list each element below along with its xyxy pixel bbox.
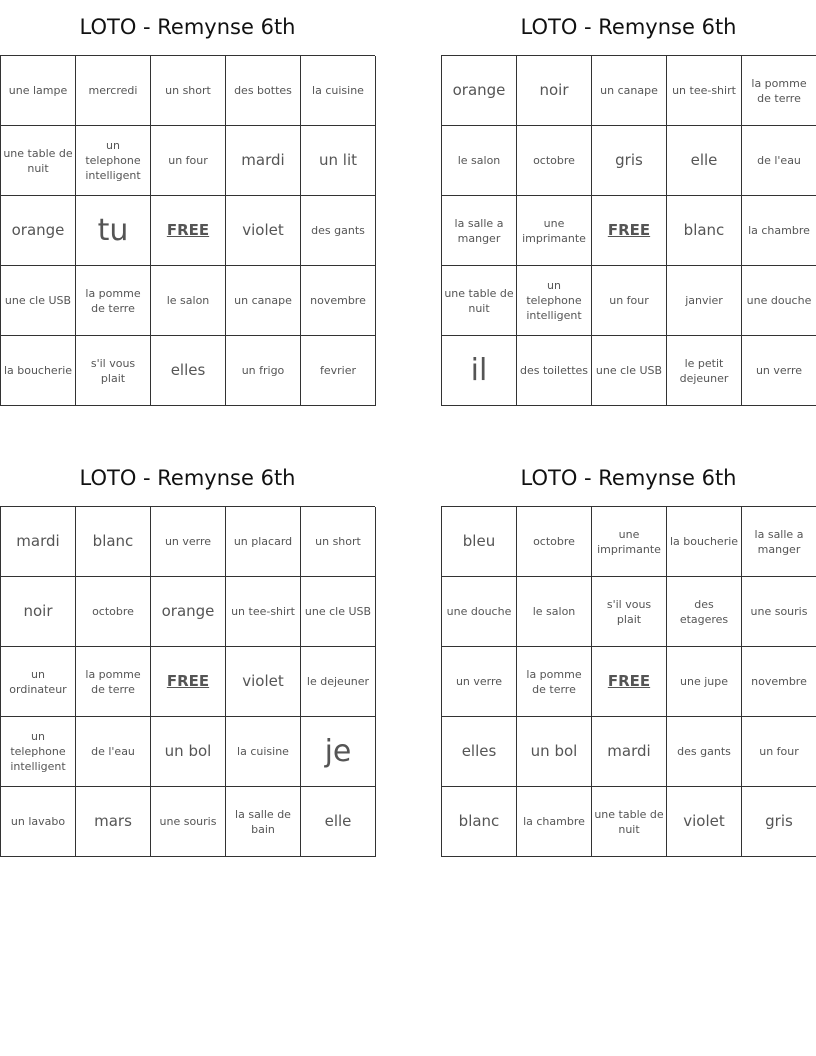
grid-cell: une cle USB — [1, 266, 76, 336]
grid-cell: des bottes — [226, 56, 301, 126]
grid-cell: le petit dejeuner — [667, 336, 742, 406]
grid-cell: un verre — [742, 336, 816, 406]
grid-cell: novembre — [742, 647, 816, 717]
grid-cell: elle — [301, 787, 376, 857]
grid-cell: de l'eau — [742, 126, 816, 196]
grid-cell: une douche — [742, 266, 816, 336]
grid-cell: une jupe — [667, 647, 742, 717]
grid-cell: de l'eau — [76, 717, 151, 787]
grid-cell: il — [442, 336, 517, 406]
grid-cell: violet — [226, 647, 301, 717]
grid-cell: un frigo — [226, 336, 301, 406]
grid-cell: violet — [226, 196, 301, 266]
grid-cell: un short — [301, 507, 376, 577]
grid-cell: la pomme de terre — [76, 647, 151, 717]
grid-cell: un tee-shirt — [667, 56, 742, 126]
grid-cell: une souris — [151, 787, 226, 857]
grid-cell: janvier — [667, 266, 742, 336]
grid-cell: la pomme de terre — [742, 56, 816, 126]
grid-cell: la chambre — [517, 787, 592, 857]
grid-cell: mardi — [592, 717, 667, 787]
grid-cell: je — [301, 717, 376, 787]
loto-grid — [0, 55, 375, 406]
card-title: LOTO - Remynse 6th — [520, 466, 737, 490]
card-title: LOTO - Remynse 6th — [79, 15, 296, 39]
grid-cell: une lampe — [1, 56, 76, 126]
grid-cell: orange — [151, 577, 226, 647]
grid-cell: la pomme de terre — [76, 266, 151, 336]
grid-cell: un short — [151, 56, 226, 126]
grid-cell: un lavabo — [1, 787, 76, 857]
grid-cell: fevrier — [301, 336, 376, 406]
grid-cell: la cuisine — [226, 717, 301, 787]
grid-cell: gris — [592, 126, 667, 196]
grid-cell: blanc — [442, 787, 517, 857]
grid-cell: la boucherie — [1, 336, 76, 406]
grid-cell: violet — [667, 787, 742, 857]
grid-cell: un four — [151, 126, 226, 196]
loto-card-4 — [441, 451, 816, 857]
grid-cell: une douche — [442, 577, 517, 647]
grid-cell: noir — [1, 577, 76, 647]
grid-cell: tu — [76, 196, 151, 266]
grid-cell: la chambre — [742, 196, 816, 266]
grid-cell: la salle a manger — [742, 507, 816, 577]
grid-cell: un telephone intelligent — [76, 126, 151, 196]
loto-grid — [0, 506, 375, 857]
grid-cell: orange — [1, 196, 76, 266]
grid-cell: un canape — [226, 266, 301, 336]
loto-card-1 — [0, 0, 375, 406]
grid-cell: gris — [742, 787, 816, 857]
grid-cell: une table de nuit — [1, 126, 76, 196]
grid-cell: le dejeuner — [301, 647, 376, 717]
grid-cell: blanc — [667, 196, 742, 266]
grid-cell: une table de nuit — [592, 787, 667, 857]
grid-cell: une imprimante — [592, 507, 667, 577]
grid-cell: orange — [442, 56, 517, 126]
grid-cell: octobre — [76, 577, 151, 647]
free-cell: FREE — [592, 196, 667, 266]
grid-cell: un verre — [151, 507, 226, 577]
grid-cell: un tee-shirt — [226, 577, 301, 647]
grid-cell: une cle USB — [592, 336, 667, 406]
grid-cell: la cuisine — [301, 56, 376, 126]
grid-cell: une imprimante — [517, 196, 592, 266]
free-cell: FREE — [151, 647, 226, 717]
grid-cell: un bol — [517, 717, 592, 787]
loto-card-2 — [441, 0, 816, 406]
grid-cell: la salle de bain — [226, 787, 301, 857]
grid-cell: la salle a manger — [442, 196, 517, 266]
grid-cell: des gants — [667, 717, 742, 787]
grid-cell: octobre — [517, 507, 592, 577]
grid-cell: des toilettes — [517, 336, 592, 406]
grid-cell: mardi — [226, 126, 301, 196]
grid-cell: octobre — [517, 126, 592, 196]
grid-cell: mercredi — [76, 56, 151, 126]
grid-cell: un four — [742, 717, 816, 787]
grid-cell: s'il vous plait — [76, 336, 151, 406]
grid-cell: le salon — [517, 577, 592, 647]
grid-cell: novembre — [301, 266, 376, 336]
grid-cell: bleu — [442, 507, 517, 577]
grid-cell: un verre — [442, 647, 517, 717]
loto-grid — [441, 55, 816, 406]
grid-cell: un lit — [301, 126, 376, 196]
free-cell: FREE — [592, 647, 667, 717]
grid-cell: la boucherie — [667, 507, 742, 577]
grid-cell: noir — [517, 56, 592, 126]
card-title: LOTO - Remynse 6th — [520, 15, 737, 39]
grid-cell: le salon — [442, 126, 517, 196]
grid-cell: un bol — [151, 717, 226, 787]
grid-cell: elles — [151, 336, 226, 406]
grid-cell: un telephone intelligent — [517, 266, 592, 336]
grid-cell: la pomme de terre — [517, 647, 592, 717]
grid-cell: un telephone intelligent — [1, 717, 76, 787]
grid-cell: des etageres — [667, 577, 742, 647]
grid-cell: elles — [442, 717, 517, 787]
grid-cell: une cle USB — [301, 577, 376, 647]
grid-cell: s'il vous plait — [592, 577, 667, 647]
grid-cell: mardi — [1, 507, 76, 577]
grid-cell: le salon — [151, 266, 226, 336]
grid-cell: mars — [76, 787, 151, 857]
grid-cell: des gants — [301, 196, 376, 266]
grid-cell: blanc — [76, 507, 151, 577]
card-title: LOTO - Remynse 6th — [79, 466, 296, 490]
loto-grid — [441, 506, 816, 857]
grid-cell: un canape — [592, 56, 667, 126]
grid-cell: une souris — [742, 577, 816, 647]
grid-cell: un placard — [226, 507, 301, 577]
free-cell: FREE — [151, 196, 226, 266]
grid-cell: un four — [592, 266, 667, 336]
grid-cell: une table de nuit — [442, 266, 517, 336]
grid-cell: elle — [667, 126, 742, 196]
loto-card-3 — [0, 451, 375, 857]
grid-cell: un ordinateur — [1, 647, 76, 717]
